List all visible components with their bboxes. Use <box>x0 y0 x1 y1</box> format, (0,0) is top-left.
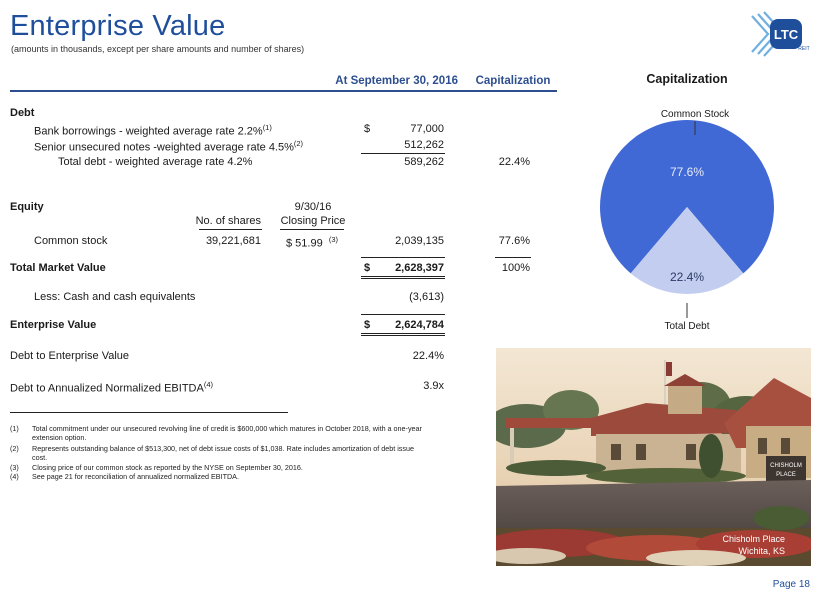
ev-underline-2 <box>361 335 445 336</box>
footnote-text: See page 21 for reconciliation of annualized normalized EBITDA. <box>32 472 239 481</box>
pie-category-label-common-stock: Common Stock <box>660 109 730 120</box>
photo-sign-text: CHISHOLM <box>770 463 802 469</box>
header-rule <box>10 90 557 92</box>
footnote-ref-3: (3) <box>328 235 338 244</box>
footnote-num: (4) <box>10 472 19 481</box>
footnote-ref-1: (1) <box>262 123 272 132</box>
column-header-capitalization: Capitalization <box>475 75 551 87</box>
total-debt-cap: 22.4% <box>498 156 530 168</box>
logo-text: LTC <box>773 27 799 42</box>
ev-underline-1 <box>361 333 445 334</box>
footnote-num: (2) <box>10 444 19 453</box>
total-debt-label: Total debt - weighted average rate 4.2% <box>58 156 253 168</box>
shares-header: No. of shares <box>195 215 261 227</box>
footnote-num: (1) <box>10 424 19 433</box>
debt-to-ev-value: 22.4% <box>412 350 444 362</box>
common-stock-price: $ 51.99 $^{(3)}$ <box>286 235 338 250</box>
bank-borrowings-value: 77,000 <box>410 123 444 135</box>
footnote-ref-4: (4) <box>203 380 213 389</box>
subtotal-rule <box>361 153 445 154</box>
closing-price-header: Closing Price <box>280 215 346 227</box>
equity-heading: Equity <box>10 201 44 213</box>
bank-borrowings-label: Bank borrowings - weighted average rate 2.2%$^{(1)}$ <box>34 123 272 138</box>
common-stock-value: 2,039,135 <box>395 235 444 247</box>
footnote-ref-2: (2) <box>293 139 304 148</box>
photo-caption-name: Chisholm Place <box>722 534 785 544</box>
price-header-rule <box>280 229 344 230</box>
debt-heading: Debt <box>10 107 35 119</box>
logo-subtext: REIT <box>798 46 810 52</box>
total-market-value-label: Total Market Value <box>10 262 106 274</box>
pie-category-label-total-debt: Total Debt <box>664 321 710 332</box>
footnote-text: Represents outstanding balance of $513,300, net of debt issue costs of $1,038. Rate includes amortization of debt issue cost. <box>32 444 414 463</box>
page-number: Page 18 <box>772 579 810 590</box>
enterprise-value-dollar: $ <box>364 319 371 331</box>
ltc-logo <box>748 10 810 58</box>
enterprise-value-label: Enterprise Value <box>10 319 97 331</box>
tmv-top-rule <box>361 257 445 258</box>
debt-to-ebitda-value: 3.9x <box>423 380 444 392</box>
pie-value-label-total-debt: 22.4% <box>669 270 705 284</box>
pie-value-label-common-stock: 77.6% <box>669 165 705 179</box>
page-title: Enterprise Value <box>10 10 226 42</box>
total-market-value-dollar: $ <box>364 262 371 274</box>
total-market-value-value: 2,628,397 <box>395 262 444 274</box>
cash-label: Less: Cash and cash equivalents <box>34 291 196 303</box>
debt-to-ebitda-label: Debt to Annualized Normalized EBITDA$^{(4)}$ <box>10 380 213 395</box>
column-header-date: At September 30, 2016 <box>335 75 458 87</box>
price-date-header: 9/30/16 <box>294 201 332 213</box>
capitalization-pie-chart <box>580 66 810 346</box>
footnote-text: Total commitment under our unsecured revolving line of credit is $600,000 which matures in October 2018, with a one-year extension option. <box>32 424 422 443</box>
footnote-num: (3) <box>10 463 19 472</box>
total-debt-value: 589,262 <box>404 156 444 168</box>
chart-title: Capitalization <box>646 72 728 86</box>
bank-borrowings-dollar: $ <box>364 123 371 135</box>
tmv-underline-1 <box>361 276 445 277</box>
common-stock-label: Common stock <box>34 235 108 247</box>
photo-caption-location: Wichita, KS <box>738 546 785 556</box>
debt-to-ev-label: Debt to Enterprise Value <box>10 350 130 362</box>
tmv-underline-2 <box>361 278 445 279</box>
property-photo <box>496 348 811 566</box>
senior-notes-value: 512,262 <box>404 139 444 151</box>
total-market-value-cap: 100% <box>501 262 530 274</box>
pie-slices <box>600 120 774 294</box>
enterprise-value-value: 2,624,784 <box>395 319 444 331</box>
common-stock-cap: 77.6% <box>498 235 530 247</box>
tmv-cap-rule <box>495 257 531 258</box>
page-subtitle: (amounts in thousands, except per share amounts and number of shares) <box>11 44 305 54</box>
photo-sign-text: PLACE <box>776 472 796 478</box>
senior-notes-label: Senior unsecured notes -weighted average rate 4.5%$^{(2)}$ <box>34 139 304 154</box>
footnote-rule <box>10 412 288 413</box>
shares-header-rule <box>199 229 262 230</box>
common-stock-shares: 39,221,681 <box>205 235 261 247</box>
cash-value: (3,613) <box>409 291 444 303</box>
footnote-text: Closing price of our common stock as reported by the NYSE on September 30, 2016. <box>32 463 303 472</box>
ev-top-rule <box>361 314 445 315</box>
